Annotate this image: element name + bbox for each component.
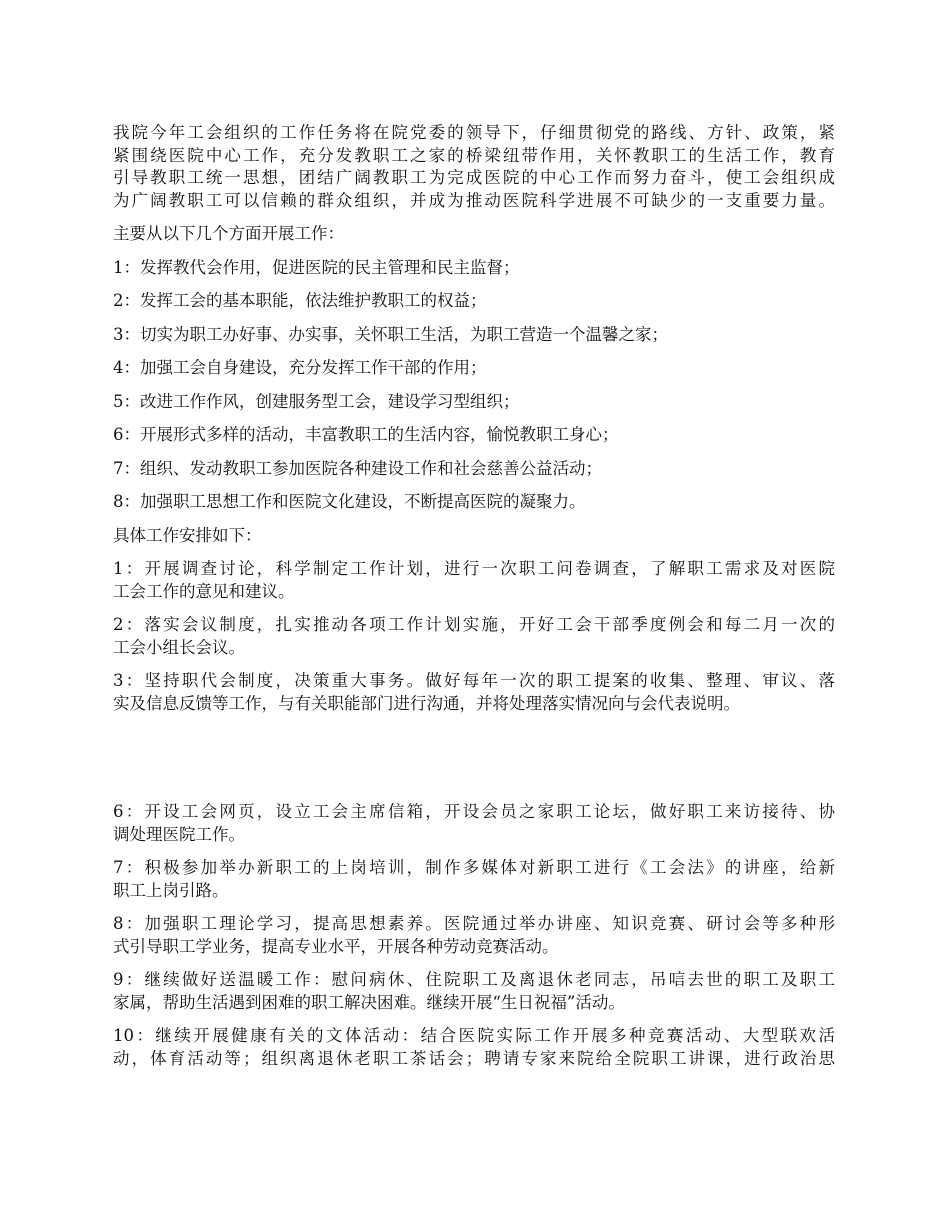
plan-item xyxy=(113,1025,835,1070)
text-line: 3：坚持职代会制度，决策重大事务。做好每年一次的职工提案的收集、整理、审议、落 xyxy=(113,671,835,690)
plan-item xyxy=(113,913,835,958)
text-line: 6：开设工会网页，设立工会主席信箱，开设会员之家职工论坛，做好职工来访接待、协 xyxy=(113,802,835,821)
text-line: 我院今年工会组织的工作任务将在院党委的领导下，仔细贯彻党的路线、方针、政策，紧 xyxy=(113,123,835,142)
intro-paragraph xyxy=(113,122,835,212)
aspect-item: 4：加强工会自身建设，充分发挥工作干部的作用； xyxy=(113,358,487,377)
text-line: 引导教职工统一思想，团结广阔教职工为完成医院的中心工作而努力奋斗，使工会组织成 xyxy=(113,168,835,187)
aspects-heading: 主要从以下几个方面开展工作： xyxy=(113,224,344,243)
text-line: 调处理医院工作。 xyxy=(113,824,245,844)
page-gap xyxy=(113,726,835,801)
text-line: 动，体育活动等；组织离退休老职工茶话会；聘请专家来院给全院职工讲课，进行政治思 xyxy=(113,1048,835,1068)
plan-item xyxy=(113,969,835,1014)
text-line: 家属，帮助生活遇到困难的职工解决困难。继续开展“生日祝福”活动。 xyxy=(113,992,625,1012)
text-line: 职工上岗引路。 xyxy=(113,880,229,900)
plan-item xyxy=(113,558,835,603)
plan-item xyxy=(113,614,835,659)
text-line: 9：继续做好送温暖工作：慰问病休、住院职工及离退休老同志，吊唁去世的职工及职工 xyxy=(113,970,835,989)
text-line: 8：加强职工理论学习，提高思想素养。医院通过举办讲座、知识竞赛、研讨会等多种形 xyxy=(113,914,835,933)
plan-item xyxy=(113,801,835,846)
text-line: 紧围绕医院中心工作，充分发教职工之家的桥梁纽带作用，关怀教职工的生活工作，教育 xyxy=(113,145,835,165)
aspect-item: 5：改进工作作风，创建服务型工会，建设学习型组织； xyxy=(113,391,520,411)
aspect-item: 8：加强职工思想工作和医院文化建设，不断提高医院的凝聚力。 xyxy=(113,492,586,511)
aspect-item: 1：发挥教代会作用，促进医院的民主管理和民主监督； xyxy=(113,257,520,277)
plan-heading: 具体工作安排如下： xyxy=(113,525,262,545)
text-line: 10：继续开展健康有关的文体活动：结合医院实际工作开展多种竞赛活动、大型联欢活 xyxy=(113,1026,835,1045)
aspect-item: 2：发挥工会的基本职能，依法维护教职工的权益； xyxy=(113,291,487,310)
plan-item xyxy=(113,857,835,902)
text-line: 2：落实会议制度，扎实推动各项工作计划实施，开好工会干部季度例会和每二月一次的 xyxy=(113,615,835,634)
text-line: 工会工作的意见和建议。 xyxy=(113,581,295,601)
text-line: 为广阔教职工可以信赖的群众组织，并成为推动医院科学进展不可缺少的一支重要力量。 xyxy=(113,190,835,210)
text-line: 式引导职工学业务，提高专业水平，开展各种劳动竞赛活动。 xyxy=(113,936,559,956)
aspect-item: 3：切实为职工办好事、办实事，关怀职工生活，为职工营造一个温馨之家； xyxy=(113,324,668,344)
text-line: 7：积极参加举办新职工的上岗培训，制作多媒体对新职工进行《工会法》的讲座，给新 xyxy=(113,858,835,877)
text-line: 实及信息反馈等工作，与有关职能部门进行沟通，并将处理落实情况向与会代表说明。 xyxy=(113,693,740,713)
document-body xyxy=(113,122,835,1081)
plan-item xyxy=(113,670,835,715)
aspect-item: 6：开展形式多样的活动，丰富教职工的生活内容，愉悦教职工身心； xyxy=(113,425,619,444)
text-line: 工会小组长会议。 xyxy=(113,637,245,657)
aspect-item: 7：组织、发动教职工参加医院各种建设工作和社会慈善公益活动； xyxy=(113,458,602,478)
text-line: 1：开展调查讨论，科学制定工作计划，进行一次职工问卷调查，了解职工需求及对医院 xyxy=(113,559,835,578)
